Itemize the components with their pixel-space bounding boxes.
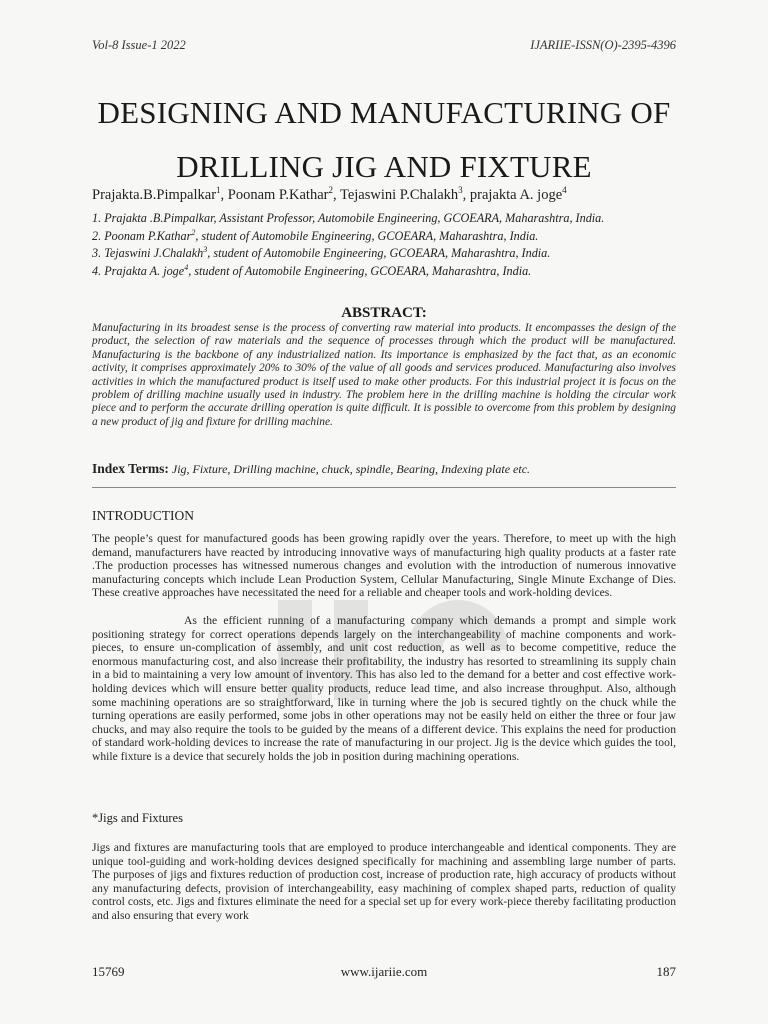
author-name: prajakta A. joge [469,186,563,203]
abstract-text: Manufacturing in its broadest sense is the process of converting raw material into products. It encompasses the design of the product, the selection of raw materials and the sequence of processes through which the product will be manufactured. Manufacturing is the backbone of any industrialized nation. Its importance is emphasized by the fact that, as an economic activity, it comprises approximately 20% to 30% of the value of all goods and services produced. Manufacturing also involves activities in which the manufactured product is itself used to make other products. For this industrial project it is focus on the problem of drilling machine usually used in industry. The problem here in the drilling machine is holding the circular work piece and to perform the accurate drilling operation is quite difficult. It is possible to overcome from this problem by designing a new product of jig and fixture for drilling machine. [92,322,676,428]
author-superscript: 2 [328,185,333,195]
affiliation-superscript: 2 [191,227,196,237]
journal-website: www.ijariie.com [340,964,428,979]
affiliation-name: 2. Poonam P.Kathar [92,228,192,243]
affiliation-item [92,243,680,261]
author-superscript: 1 [216,185,221,195]
affiliation-name: 3. Tejaswini J.Chalakh [92,246,204,261]
section-divider [92,487,676,488]
affiliation-text: , Assistant Professor, Automobile Engineering, GCOEARA, Maharashtra, India. [213,211,605,225]
index-terms-list: Jig, Fixture, Drilling machine, chuck, spindle, Bearing, Indexing plate etc. [171,462,531,476]
affiliation-text: , student of Automobile Engineering, GCOEARA, Maharashtra, India. [195,228,539,243]
paper-title [60,86,708,194]
affiliation-text: , student of Automobile Engineering, GCOEARA, Maharashtra, India. [188,263,532,278]
affiliation-list [92,211,680,279]
page-number: 187 [656,964,676,979]
title-line-2: DRILLING JIG AND FIXTURE [176,149,592,184]
title-line-1: DESIGNING AND MANUFACTURING OF [97,95,671,130]
affiliation-superscript: 4 [184,262,189,272]
affiliation-name: 1. Prajakta .B.Pimpalkar [92,211,214,225]
jigs-fixtures-heading: *Jigs and Fixtures [92,811,183,825]
affiliation-text: , student of Automobile Engineering, GCOEARA, Maharashtra, India. [207,246,551,261]
introduction-paragraph: The people’s quest for manufactured goods has been growing rapidly over the years. Therefore, to meet up with the high demand, manufacturers have reacted by introducing innovative ways of manufacturing high quality products at a faster rate .The production processes has witnessed numerous changes and evolution with the introduction of numerous innovative manufacturing concepts which include Lean Production System, Cellular Manufacturing, Single Minute Exchange of Dies. These creative approaches have necessitated the need for a reliable and cheaper tools and work-holding devices. [92,532,676,600]
affiliation-item [92,261,680,279]
issn: IJARIIE-ISSN(O)-2395-4396 [530,38,676,52]
abstract-heading: ABSTRACT: [341,305,427,321]
paper-id: 15769 [92,964,125,979]
volume-issue: Vol-8 Issue-1 2022 [92,38,186,52]
author-superscript: 4 [562,185,567,195]
author-list: Prajakta.B.Pimpalkar$^1$, Poonam P.Kathar$^2$, Tejaswini P.Chalakh$^3$, prajakta A. joge$^4$ [92,185,567,203]
author-name: Poonam P.Kathar [227,186,329,203]
affiliation-name: 4. Prajakta A. joge [92,263,185,278]
introduction-heading: INTRODUCTION [92,508,194,523]
author-name: Prajakta.B.Pimpalkar [92,186,217,203]
index-terms-label: Index Terms: [92,461,169,476]
affiliation-item [92,211,680,226]
index-terms [92,461,676,477]
jigs-fixtures-paragraph: Jigs and fixtures are manufacturing tools that are employed to produce interchangeable and identical components. They are unique tool-guiding and work-holding devices designed specifically for machining and assembling large number of parts. The purposes of jigs and fixtures reduction of production cost, increase of production rate, high accuracy of products without any manufacturing defects, provision of interchangeability, easy machining of complex shaped parts, reduction of quality control costs, etc. Jigs and fixtures eliminate the need for a special set up for every work-piece thereby facilitating production and also ensuring that every work [92,841,676,922]
author-superscript: 3 [458,185,463,195]
affiliation-superscript: 3 [203,245,208,255]
author-name: Tejaswini P.Chalakh [339,186,459,203]
affiliation-item [92,226,680,244]
introduction-paragraph: As the efficient running of a manufacturing company which demands a prompt and simple work positioning strategy for correct operations depends largely on the interchangeability of machine components and work-pieces, to ensure un-complication of assembly, and unit cost reduction, as well as to become competitive, reduce the enormous manufacturing cost, and also increase their profitability, the industry has resorted to streamlining its supply chain in a bid to maintaining a very low amount of inventory. This has also led to the demand for a better and cost effective work-holding devices which will ensure better quality products, reduce lead time, and also increase throughput. Also, although some machining operations are so straightforward, like in turning where the job is secured tightly on the chuck while the turning operations are easily performed, some jobs in other operations may not be easily held on either the three or four jaw chucks, and may also require the tools to be guided by the means of a different device. This explains the need for production of standard work-holding devices to increase the rate of manufacturing in our project. Jig is the device which guides the tool, while fixture is a device that securely holds the job in position during machining operations. [92,614,676,763]
